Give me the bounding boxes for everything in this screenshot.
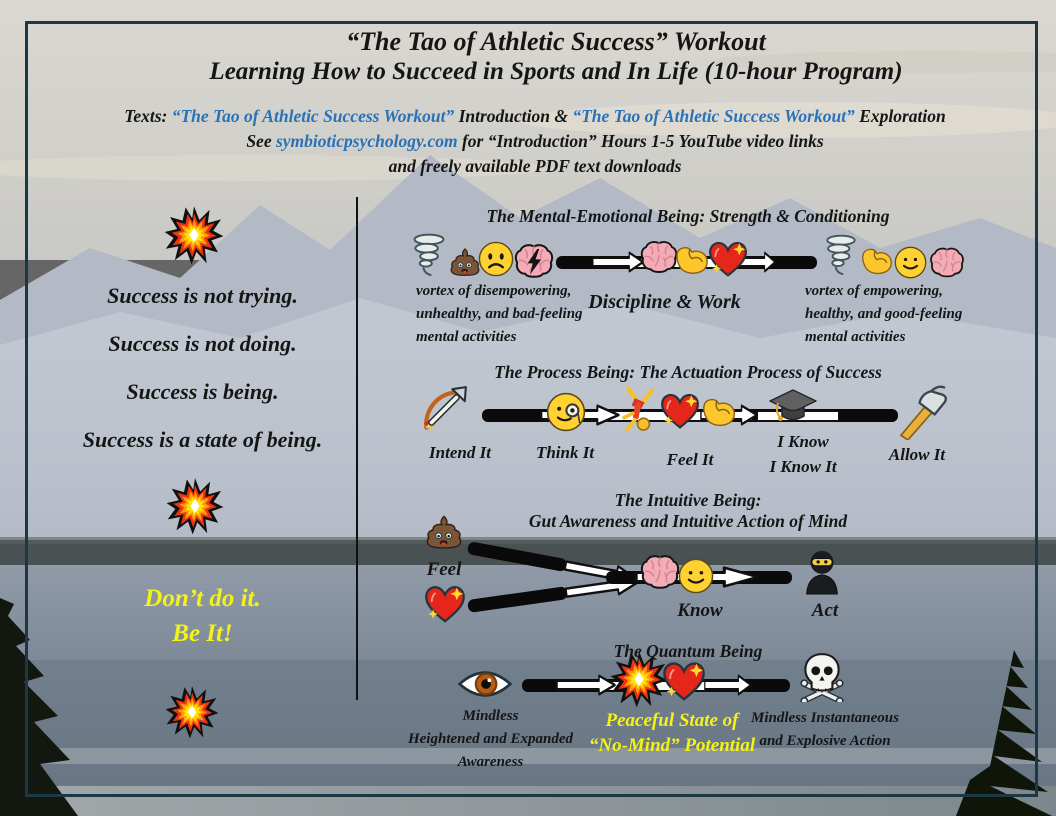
feel-label: Feel: [426, 559, 462, 580]
mental-left-caption: vortex of disempowering, unhealthy, and bad-feeling mental activities: [416, 283, 583, 345]
bow-and-arrow-icon: [414, 384, 474, 436]
slightly-smiling-face-icon: [894, 246, 927, 279]
frowning-face-icon: [478, 241, 514, 277]
sparkling-heart-icon: [422, 582, 468, 624]
person-cartwheeling-icon: [610, 382, 664, 436]
intuitive-row-title-1: The Intuitive Being:: [614, 490, 762, 510]
intend-it-label: Intend It: [429, 443, 491, 462]
arrow-right-icon: [556, 674, 616, 696]
sparkling-heart-icon: [706, 238, 750, 278]
feel-it-label: Feel It: [666, 450, 714, 469]
collision-icon: [165, 684, 219, 740]
intro-text-link[interactable]: “The Tao of Athletic Success Workout”: [171, 106, 455, 126]
vertical-divider: [356, 197, 358, 700]
texts-mid: Introduction &: [454, 106, 573, 126]
page-subtitle: Learning How to Succeed in Sports and In Life (10-hour Program): [209, 58, 903, 85]
mental-row-title: The Mental-Emotional Being: Strength & Conditioning: [486, 206, 890, 226]
process-row-title: The Process Being: The Actuation Process of Success: [494, 362, 882, 382]
tornado-icon: [822, 234, 860, 278]
quote-line: Success is being.: [126, 379, 279, 404]
quantum-row-title: The Quantum Being: [613, 641, 763, 661]
website-suffix: for “Introduction” Hours 1-5 YouTube video links: [457, 131, 824, 151]
pdf-line: and freely available PDF text downloads: [388, 156, 682, 176]
website-line: [30, 131, 1040, 152]
quantum-right-caption: Mindless Instantaneous and Explosive Action: [751, 710, 899, 749]
pile-of-poo-icon: [450, 247, 480, 277]
website-link[interactable]: symbioticpsychology.com: [275, 131, 458, 151]
quote-line: Success is not doing.: [108, 331, 297, 356]
arrow-right-icon: [704, 674, 752, 696]
exploration-text-link[interactable]: “The Tao of Athletic Success Workout”: [572, 106, 855, 126]
collision-icon: [166, 476, 224, 536]
discipline-work-label: Discipline & Work: [588, 291, 741, 313]
think-it-label: Think It: [535, 443, 595, 462]
texts-line: [30, 106, 1040, 127]
brain-icon: [929, 247, 965, 278]
tornado-icon: [408, 233, 450, 279]
arrow-right-icon: [592, 251, 644, 273]
mental-right-caption: vortex of empowering, healthy, and good-feeling mental activities: [805, 283, 963, 345]
be-it-text: Be It!: [172, 620, 233, 647]
act-label: Act: [811, 600, 839, 621]
brain-with-lightning-icon: [514, 243, 554, 279]
face-with-monocle-icon: [546, 392, 586, 432]
hammer-icon: [894, 382, 952, 440]
quote-line: Success is not trying.: [107, 283, 298, 308]
know-label: Know: [677, 600, 723, 621]
i-know-it-label: I Know It: [769, 457, 837, 476]
page-title: “The Tao of Athletic Success” Workout: [346, 27, 766, 56]
collision-icon: [164, 204, 224, 266]
dont-do-it-text: Don’t do it.: [144, 585, 261, 612]
flexed-biceps-icon: [700, 396, 738, 428]
brain-icon: [640, 554, 680, 590]
sparkling-heart-icon: [658, 390, 702, 430]
quantum-left-caption: Mindless Heightened and Expanded Awareness: [407, 708, 573, 770]
graduation-cap-icon: [768, 386, 818, 430]
sparkling-heart-icon: [660, 658, 708, 702]
ninja-icon: [798, 546, 846, 596]
quantum-center-caption: Peaceful State of “No-Mind” Potential: [588, 710, 756, 756]
texts-label: Texts:: [124, 106, 172, 126]
i-know-label: I Know: [777, 432, 829, 451]
slightly-smiling-face-icon: [678, 558, 714, 594]
intuitive-row-title-2: Gut Awareness and Intuitive Action of Mind: [528, 511, 848, 531]
see-label: See: [246, 131, 276, 151]
flexed-biceps-icon: [674, 244, 710, 276]
texts-suffix: Exploration: [854, 106, 946, 126]
flexed-biceps-icon: [860, 246, 894, 276]
allow-it-label: Allow It: [888, 445, 946, 464]
brain-icon: [640, 240, 678, 274]
eye-icon: [458, 662, 512, 706]
quote-line: Success is a state of being.: [82, 427, 323, 452]
